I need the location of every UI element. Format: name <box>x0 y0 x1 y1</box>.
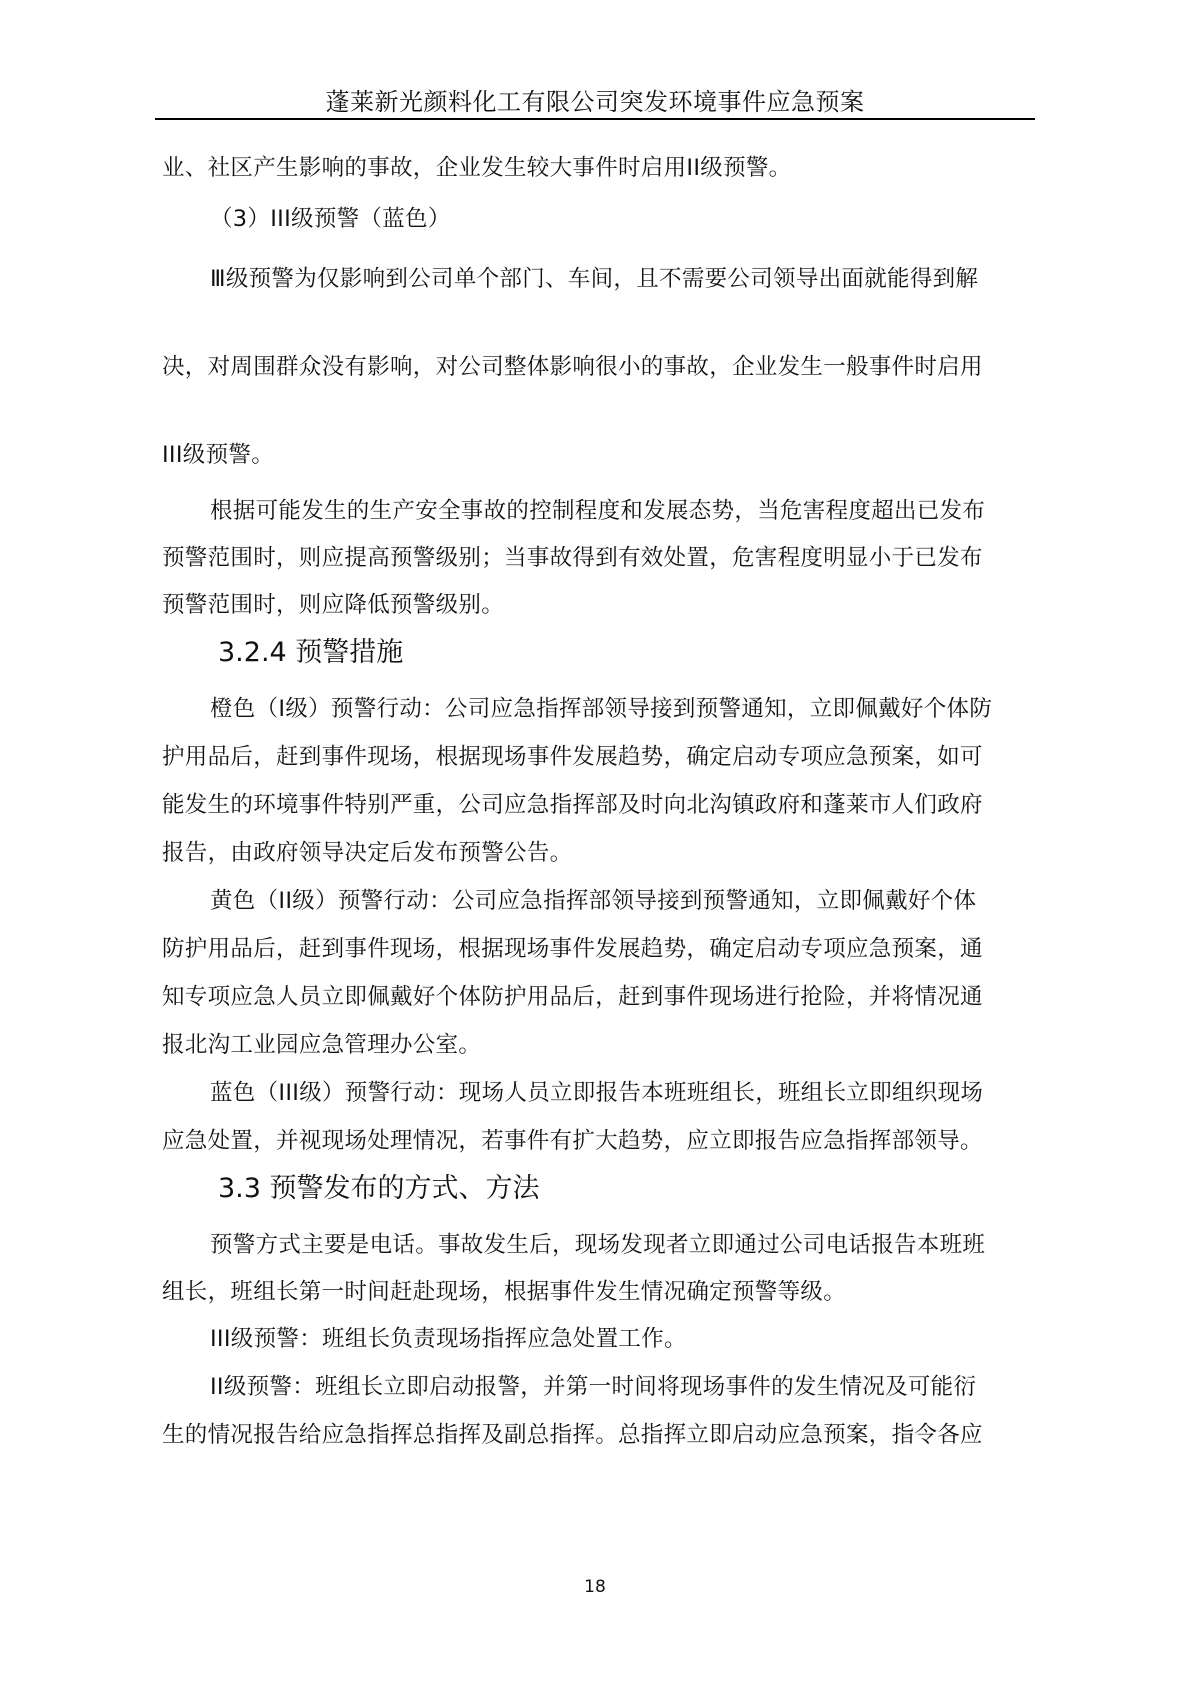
text-line: 报北沟工业园应急管理办公室。 <box>162 1032 482 1058</box>
section-heading: 3.3 预警发布的方式、方法 <box>218 1173 540 1204</box>
text-line: 黄色（II级）预警行动：公司应急指挥部领导接到预警通知，立即佩戴好个体 <box>210 888 977 914</box>
text-line: III级预警：班组长负责现场指挥应急处置工作。 <box>210 1326 687 1352</box>
text-line: 能发生的环境事件特别严重，公司应急指挥部及时向北沟镇政府和蓬莱市人们政府 <box>162 792 983 818</box>
text-line: 蓝色（III级）预警行动：现场人员立即报告本班班组长，班组长立即组织现场 <box>210 1080 984 1106</box>
text-line: 根据可能发生的生产安全事故的控制程度和发展态势，当危害程度超出已发布 <box>210 498 986 524</box>
text-line: 决，对周围群众没有影响，对公司整体影响很小的事故，企业发生一般事件时启用 <box>162 354 983 380</box>
text-line: 业、社区产生影响的事故，企业发生较大事件时启用II级预警。 <box>162 155 792 181</box>
section-heading: 3.2.4 预警措施 <box>218 637 404 668</box>
document-title: 蓬莱新光颜料化工有限公司突发环境事件应急预案 <box>325 88 865 116</box>
text-line: 生的情况报告给应急指挥总指挥及副总指挥。总指挥立即启动应急预案，指令各应 <box>162 1422 983 1448</box>
text-line: II级预警：班组长立即启动报警，并第一时间将现场事件的发生情况及可能衍 <box>210 1374 977 1400</box>
text-line: III级预警。 <box>162 442 275 468</box>
page-number: 18 <box>584 1577 606 1597</box>
text-line: 组长，班组长第一时间赶赴现场，根据事件发生情况确定预警等级。 <box>162 1279 847 1305</box>
header-divider <box>155 118 1035 120</box>
text-line: 防护用品后，赶到事件现场，根据现场事件发展趋势，确定启动专项应急预案，通 <box>162 936 983 962</box>
text-line: 预警范围时，则应提高预警级别；当事故得到有效处置，危害程度明显小于已发布 <box>162 545 983 571</box>
text-line: 橙色（I级）预警行动：公司应急指挥部领导接到预警通知，立即佩戴好个体防 <box>210 696 993 722</box>
subsection-label: （3）III级预警（蓝色） <box>210 206 451 232</box>
text-line: 预警范围时，则应降低预警级别。 <box>162 592 505 618</box>
text-line: 应急处置，并视现场处理情况，若事件有扩大趋势，应立即报告应急指挥部领导。 <box>162 1128 983 1154</box>
text-line: Ⅲ级预警为仅影响到公司单个部门、车间，且不需要公司领导出面就能得到解 <box>210 266 979 292</box>
text-line: 护用品后，赶到事件现场，根据现场事件发展趋势，确定启动专项应急预案，如可 <box>162 744 983 770</box>
text-line: 预警方式主要是电话。事故发生后，现场发现者立即通过公司电话报告本班班 <box>210 1232 986 1258</box>
text-line: 报告，由政府领导决定后发布预警公告。 <box>162 840 573 866</box>
text-line: 知专项应急人员立即佩戴好个体防护用品后，赶到事件现场进行抢险，并将情况通 <box>162 984 983 1010</box>
